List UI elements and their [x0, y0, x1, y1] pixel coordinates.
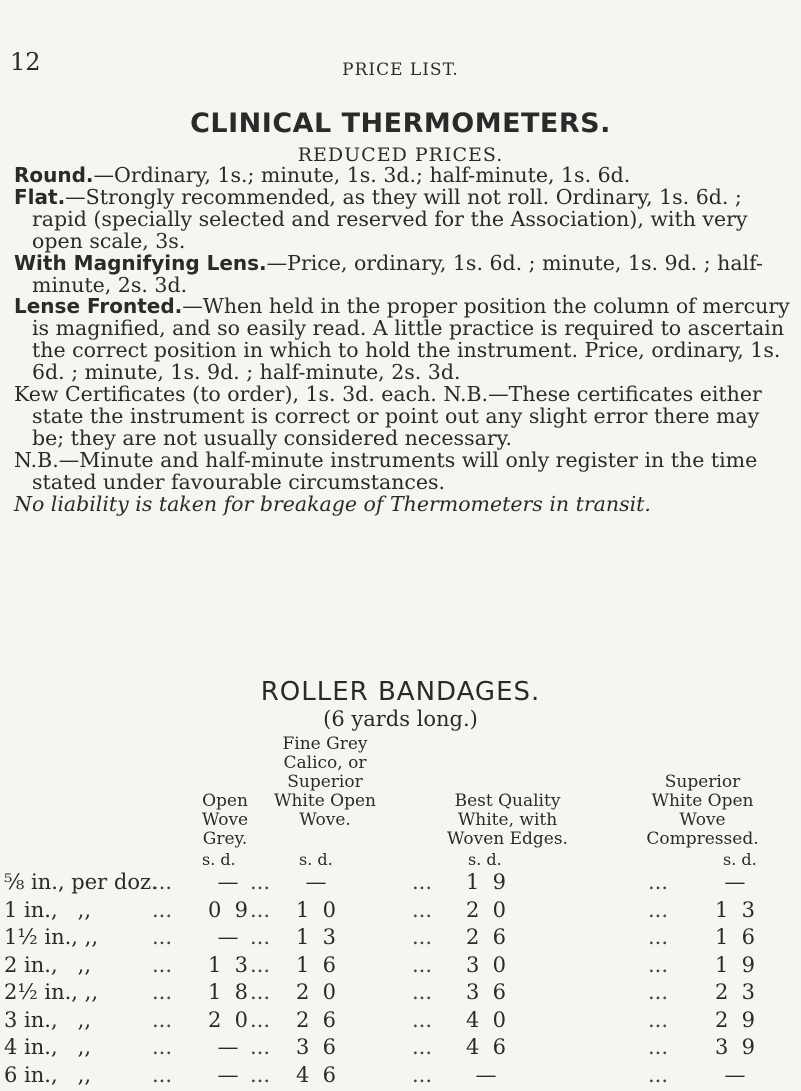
leader-dots: ... — [152, 1007, 173, 1032]
price-cell-col-2: 1 6 — [295, 952, 337, 977]
leader-dots: ... — [250, 1007, 271, 1032]
bandages-title: ROLLER BANDAGES. — [260, 677, 541, 707]
price-cell-col-2: 3 6 — [295, 1035, 337, 1059]
price-cell-col-2: 2 6 — [295, 1007, 337, 1032]
leader-dots: ... — [152, 1035, 173, 1059]
lense-text: —When held in the proper position the column of mercury is magnified, and so easily read. A little practice is required to ascertain the correct position in which to hold the instrument. Price, ordinary, 1s. 6d. ; minute, 1s. 9d. ; half-minute, 2s. 3d. — [32, 294, 790, 385]
thermometers-text — [14, 165, 797, 516]
thermometers-title: CLINICAL THERMOMETERS. — [190, 108, 611, 139]
leader-dots: ... — [412, 1035, 433, 1059]
leader-dots: ... — [250, 925, 271, 949]
table-row — [0, 980, 801, 1008]
price-cell-col-1: 2 0 — [207, 1007, 249, 1032]
table-row — [0, 898, 801, 926]
leader-dots: ... — [250, 1062, 271, 1087]
price-cell-col-3: — — [475, 1062, 497, 1087]
leader-dots: ... — [152, 925, 173, 949]
leader-dots: ... — [152, 1062, 173, 1087]
running-head: PRICE LIST. — [342, 60, 459, 80]
bandages-subtitle: (6 yards long.) — [323, 707, 478, 731]
lense-entry — [14, 296, 797, 384]
thermometers-subtitle: REDUCED PRICES. — [297, 144, 504, 166]
leader-dots: ... — [152, 980, 173, 1004]
leader-dots: ... — [412, 1007, 433, 1032]
leader-dots: ... — [250, 897, 271, 922]
table-row — [0, 925, 801, 953]
price-cell-col-1: — — [217, 870, 239, 894]
price-cell-col-2: 2 0 — [295, 980, 337, 1004]
price-cell-col-3: 3 0 — [465, 952, 507, 977]
leader-dots: ... — [648, 1035, 669, 1059]
row-size-label: 6 in., ,, — [4, 1062, 92, 1087]
table-row — [0, 1063, 801, 1091]
table-row — [0, 953, 801, 981]
round-entry — [14, 165, 797, 187]
price-cell-col-4: 3 9 — [714, 1035, 756, 1059]
price-cell-col-3: 2 6 — [465, 925, 507, 949]
price-cell-col-1: — — [217, 1062, 239, 1087]
leader-dots: ... — [648, 1007, 669, 1032]
price-cell-col-4: 1 6 — [714, 925, 756, 949]
price-cell-col-3: 3 6 — [465, 980, 507, 1004]
flat-lead: Flat. — [14, 184, 66, 209]
row-size-label: 1½ in., ,, — [4, 925, 99, 949]
price-cell-col-4: 2 3 — [714, 980, 756, 1004]
row-size-label: 1 in., ,, — [4, 897, 92, 922]
liability-note: No liability is taken for breakage of Thermometers in transit. — [14, 491, 651, 516]
price-cell-col-1: — — [217, 925, 239, 949]
leader-dots: ... — [412, 925, 433, 949]
leader-dots: ... — [152, 897, 173, 922]
table-row — [0, 1008, 801, 1036]
leader-dots: ... — [250, 952, 271, 977]
table-row — [0, 1035, 801, 1063]
leader-dots: ... — [648, 1062, 669, 1087]
leader-dots: ... — [412, 980, 433, 1004]
round-lead: Round. — [14, 163, 94, 187]
price-cell-col-2: 1 0 — [295, 897, 337, 922]
leader-dots: ... — [412, 952, 433, 977]
price-cell-col-1: 0 9 — [207, 897, 249, 922]
leader-dots: ... — [250, 980, 271, 1004]
price-cell-col-2: 1 3 — [295, 925, 337, 949]
row-size-label: ⅝ in., per doz. — [4, 870, 158, 894]
price-cell-col-1: — — [217, 1035, 239, 1059]
price-cell-col-2: 4 6 — [295, 1062, 337, 1087]
units-col-1: s. d. — [202, 850, 236, 869]
nb-entry: N.B.—Minute and half-minute instruments will only register in the time stated under favourable circumstances. — [14, 447, 758, 494]
price-cell-col-4: 2 9 — [714, 1007, 756, 1032]
price-cell-col-4: 1 9 — [714, 952, 756, 977]
leader-dots: ... — [648, 870, 669, 894]
leader-dots: ... — [648, 925, 669, 949]
magnifying-text: —Price, ordinary, 1s. 6d. ; minute, 1s. 9d. ; half-minute, 2s. 3d. — [32, 250, 763, 297]
row-size-label: 3 in., ,, — [4, 1007, 92, 1032]
leader-dots: ... — [648, 897, 669, 922]
round-text: —Ordinary, 1s.; minute, 1s. 3d.; half-minute, 1s. 6d. — [93, 163, 631, 187]
leader-dots: ... — [152, 952, 173, 977]
leader-dots: ... — [250, 1035, 271, 1059]
column-head-best-quality: Best Quality White, with Woven Edges. — [447, 791, 568, 849]
column-head-superior: Superior White Open Wove Compressed. — [646, 772, 759, 849]
price-cell-col-3: 1 9 — [465, 870, 507, 894]
leader-dots: ... — [412, 897, 433, 922]
leader-dots: ... — [152, 870, 173, 894]
magnifying-lead: With Magnifying Lens. — [14, 250, 267, 275]
price-cell-col-4: — — [724, 870, 746, 894]
units-col-4: s. d. — [723, 850, 757, 869]
table-row — [0, 870, 801, 898]
lense-lead: Lense Fronted. — [14, 294, 183, 319]
price-cell-col-2: — — [305, 870, 327, 894]
kew-entry: Kew Certificates (to order), 1s. 3d. each. N.B.—These certificates either state the instrument is correct or point out any slight error there may be; they are not usually considered necessary. — [14, 382, 762, 450]
row-size-label: 4 in., ,, — [4, 1035, 92, 1059]
row-size-label: 2½ in., ,, — [4, 980, 99, 1004]
price-cell-col-3: 4 6 — [465, 1035, 507, 1059]
units-col-2: s. d. — [299, 850, 333, 869]
leader-dots: ... — [412, 870, 433, 894]
row-size-label: 2 in., ,, — [4, 952, 92, 977]
price-cell-col-3: 2 0 — [465, 897, 507, 922]
leader-dots: ... — [250, 870, 271, 894]
column-head-open-wove: Open Wove Grey. — [201, 791, 249, 849]
flat-text: —Strongly recommended, as they will not roll. Ordinary, 1s. 6d. ; rapid (specially selected and reserved for the Association), with very open scale, 3s. — [32, 184, 748, 253]
price-cell-col-1: 1 8 — [207, 980, 249, 1004]
price-cell-col-4: — — [724, 1062, 746, 1087]
price-cell-col-4: 1 3 — [714, 897, 756, 922]
price-cell-col-3: 4 0 — [465, 1007, 507, 1032]
leader-dots: ... — [648, 980, 669, 1004]
leader-dots: ... — [648, 952, 669, 977]
leader-dots: ... — [412, 1062, 433, 1087]
units-col-3: s. d. — [468, 850, 502, 869]
page-number: 12 — [10, 48, 41, 76]
price-cell-col-1: 1 3 — [207, 952, 249, 977]
flat-entry — [14, 184, 797, 253]
column-head-fine-grey: Fine Grey Calico, or Superior White Open Wove. — [274, 734, 376, 830]
magnifying-entry — [14, 250, 797, 297]
